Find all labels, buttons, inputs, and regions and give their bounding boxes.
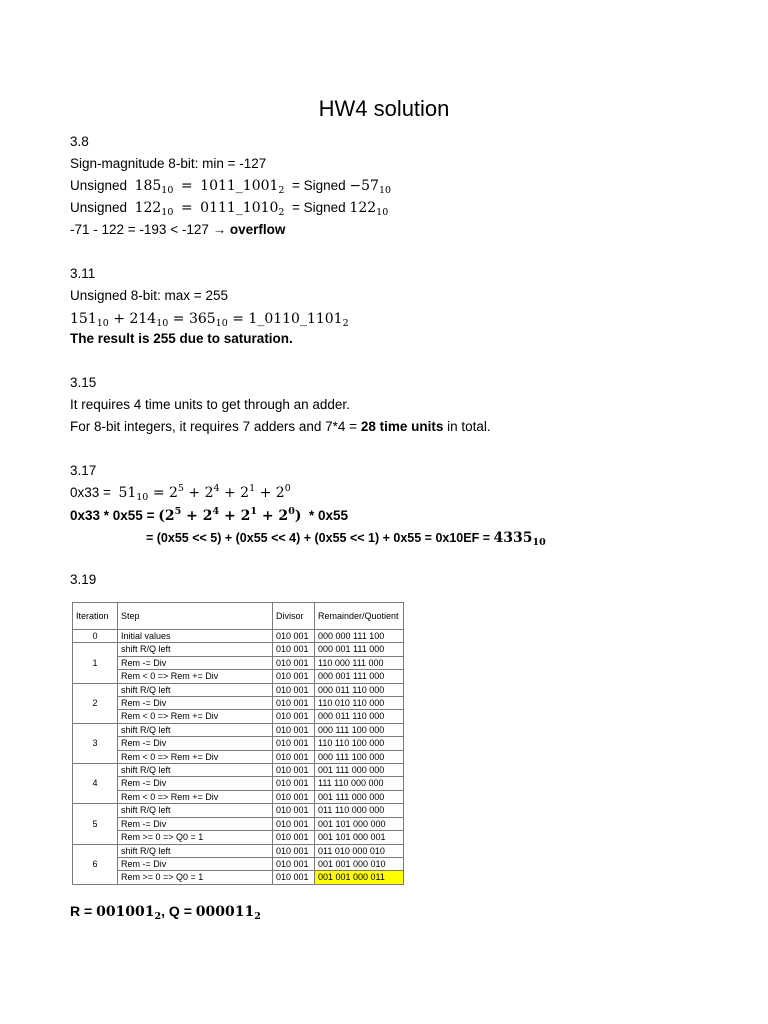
iteration-cell: 1 [73,643,118,683]
section-3-11-line-2: $151_{10} + 214_{10} = 365_{10}$ = $1\_0110\_1101_2$ [70,311,349,329]
step-cell: Rem -= Div [118,697,273,710]
step-cell: shift R/Q left [118,844,273,857]
step-cell: shift R/Q left [118,723,273,736]
remainder-quotient-cell: 000 111 100 000 [315,723,404,736]
header-step: Step [118,603,273,630]
table-row [73,764,404,777]
table-row [73,683,404,696]
step-cell: Rem -= Div [118,777,273,790]
step-cell: Rem >= 0 => Q0 = 1 [118,871,273,884]
step-cell: Rem < 0 => Rem += Div [118,670,273,683]
divisor-cell: 010 001 [273,683,315,696]
header-remainder-quotient: Remainder/Quotient [315,603,404,630]
remainder-quotient-cell: 110 110 100 000 [315,737,404,750]
table-row [73,656,404,669]
step-cell: Initial values [118,630,273,643]
step-cell: shift R/Q left [118,683,273,696]
step-cell: Rem -= Div [118,817,273,830]
step-cell: shift R/Q left [118,804,273,817]
remainder-quotient-cell: 110 010 110 000 [315,697,404,710]
section-3-17-line-3: = $(0x55 << 5) + (0x55 << 4) + (0x55 << 1) + 0x55 = 0x10EF = 4335_{10}$ [146,530,546,548]
section-3-11-line-3: The result is 255 due to saturation. [70,331,293,346]
iteration-cell: 0 [73,630,118,643]
section-3-11-number: 3.11 [70,266,96,281]
section-3-8-line-1: Sign-magnitude 8-bit: min = -127 [70,156,267,171]
table-row [73,737,404,750]
iteration-cell: 6 [73,844,118,884]
remainder-quotient-cell: 000 111 100 000 [315,750,404,763]
section-3-17-number: 3.17 [70,463,97,478]
table-row [73,670,404,683]
iteration-cell: 3 [73,723,118,763]
section-3-8-line-4: -71 - 122 = -193 < -127 → overflow [70,222,286,237]
table-row [73,817,404,830]
divisor-cell: 010 001 [273,790,315,803]
step-cell: Rem >= 0 => Q0 = 1 [118,831,273,844]
remainder-quotient-cell: 001 111 000 000 [315,764,404,777]
table-row [73,831,404,844]
page-title: HW4 solution [318,96,450,121]
step-cell: Rem -= Div [118,656,273,669]
remainder-quotient-cell: 111 110 000 000 [315,777,404,790]
divisor-cell: 010 001 [273,710,315,723]
header-iteration: Iteration [73,603,118,630]
step-cell: Rem -= Div [118,737,273,750]
table-row [73,804,404,817]
iteration-cell: 4 [73,764,118,804]
divisor-cell: 010 001 [273,844,315,857]
table-row [73,643,404,656]
section-3-8-line-3: Unsigned $122_{10}$ = $0111\_1010_2$ = Signed $122_{10}$ [70,200,389,218]
divisor-cell: 010 001 [273,871,315,884]
table-row [73,777,404,790]
divisor-cell: 010 001 [273,777,315,790]
table-row [73,750,404,763]
section-3-11-line-1: Unsigned 8-bit: max = 255 [70,288,228,303]
table-row [73,630,404,643]
section-3-8-number: 3.8 [70,134,89,149]
step-cell: Rem < 0 => Rem += Div [118,790,273,803]
divisor-cell: 010 001 [273,857,315,870]
section-3-15-line-1: It requires 4 time units to get through an adder. [70,397,350,412]
table-row [73,844,404,857]
remainder-quotient-cell: 000 000 111 100 [315,630,404,643]
remainder-quotient-cell: 001 101 000 001 [315,831,404,844]
divisor-cell: 010 001 [273,630,315,643]
divisor-cell: 010 001 [273,737,315,750]
table-row [73,710,404,723]
table-row [73,723,404,736]
divisor-cell: 010 001 [273,831,315,844]
remainder-quotient-cell: 001 001 000 011 [315,871,404,884]
step-cell: shift R/Q left [118,764,273,777]
iteration-cell: 5 [73,804,118,844]
table-row [73,697,404,710]
divisor-cell: 010 001 [273,723,315,736]
section-3-15-line-2: For 8-bit integers, it requires 7 adders and 7*4 = 28 time units in total. [70,419,491,434]
step-cell: Rem < 0 => Rem += Div [118,710,273,723]
division-result: $R = 001001_2$, $Q = 000011_2$ [70,903,261,922]
remainder-quotient-cell: 011 110 000 000 [315,804,404,817]
divisor-cell: 010 001 [273,643,315,656]
section-3-17-line-2: $0x33 * 0x55 = (2^5 + 2^4 + 2^1 + 2^0) * 0x55$ [70,506,348,524]
remainder-quotient-cell: 110 000 111 000 [315,656,404,669]
remainder-quotient-cell: 000 011 110 000 [315,710,404,723]
remainder-quotient-cell: 001 111 000 000 [315,790,404,803]
division-table [72,602,404,885]
table-row [73,857,404,870]
remainder-quotient-cell: 001 001 000 010 [315,857,404,870]
section-3-15-number: 3.15 [70,375,97,390]
section-3-17-line-1: $0x33 = 51_{10} = 2^5 + 2^4 + 2^1 + 2^0$ [70,483,291,503]
divisor-cell: 010 001 [273,804,315,817]
divisor-cell: 010 001 [273,817,315,830]
divisor-cell: 010 001 [273,656,315,669]
divisor-cell: 010 001 [273,670,315,683]
remainder-quotient-cell: 000 001 111 000 [315,670,404,683]
divisor-cell: 010 001 [273,764,315,777]
step-cell: Rem -= Div [118,857,273,870]
divisor-cell: 010 001 [273,697,315,710]
remainder-quotient-cell: 011 010 000 010 [315,844,404,857]
remainder-quotient-cell: 000 011 110 000 [315,683,404,696]
table-header-row [73,603,404,630]
section-3-8-line-2: Unsigned $185_{10}$ = $1011\_1001_2$ = Signed $-57_{10}$ [70,178,392,196]
divisor-cell: 010 001 [273,750,315,763]
step-cell: shift R/Q left [118,643,273,656]
iteration-cell: 2 [73,683,118,723]
table-row [73,790,404,803]
section-3-19-number: 3.19 [70,572,97,587]
step-cell: Rem < 0 => Rem += Div [118,750,273,763]
remainder-quotient-cell: 000 001 111 000 [315,643,404,656]
table-row [73,871,404,884]
remainder-quotient-cell: 001 101 000 000 [315,817,404,830]
header-divisor: Divisor [273,603,315,630]
